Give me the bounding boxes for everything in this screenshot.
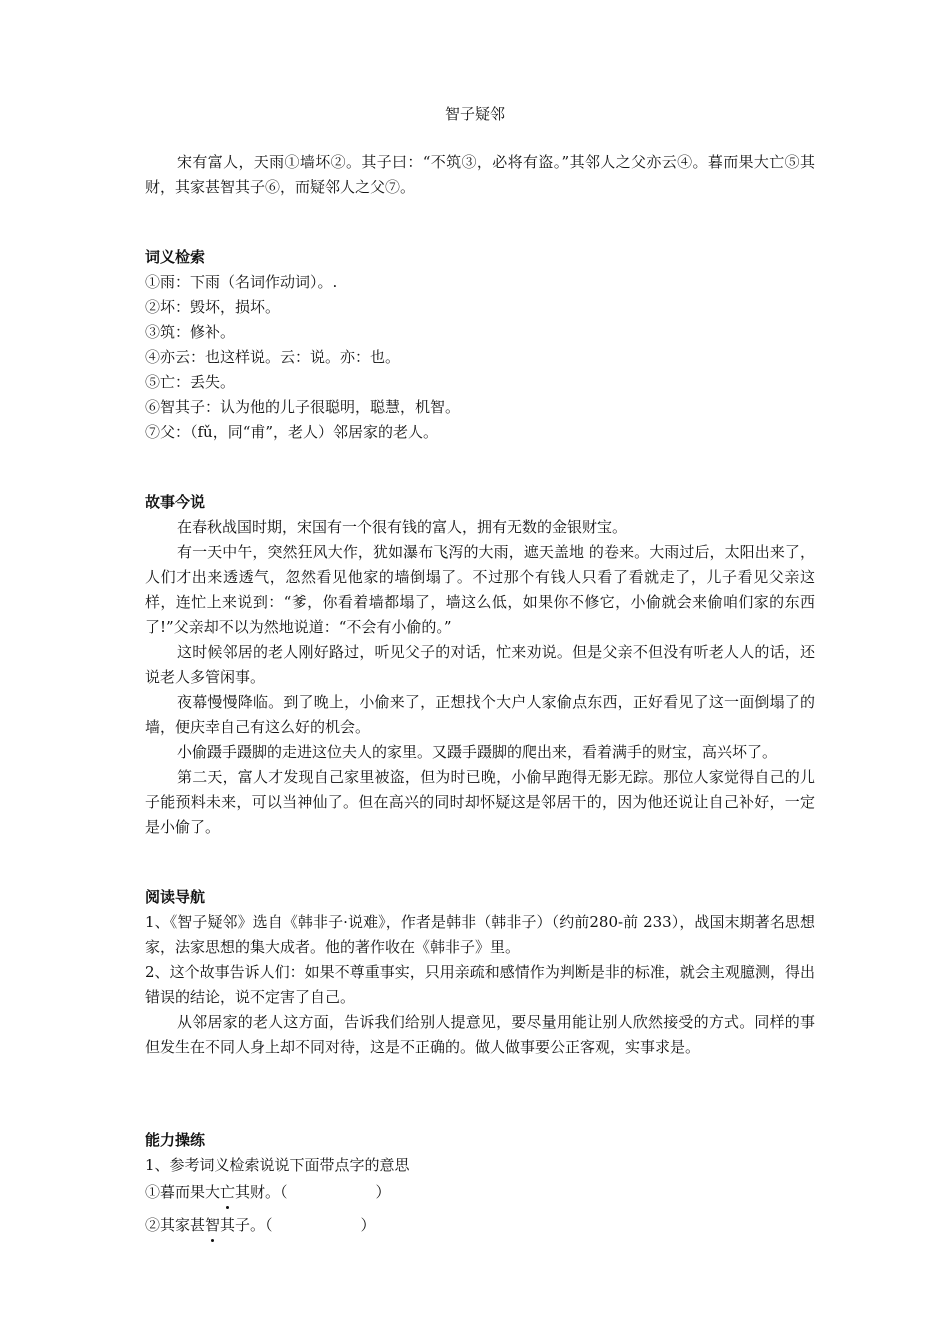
story-paragraph: 有一天中午，突然狂风大作，犹如瀑布飞泻的大雨，遮天盖地 的卷来。大雨过后，太阳出来了，人们才出来透透气，忽然看见他家的墙倒塌了。不过那个有钱人只看了看就走了，儿子看见父亲这样，连忙上来说到：“爹，你看着墙都塌了，墙这么低，如果你不修它，小偷就会来偷咱们家的东西了!”父亲却不以为然地说道：“不会有小偷的。” bbox=[145, 543, 815, 636]
exercise-text: ） bbox=[360, 1216, 376, 1234]
story-paragraph: 夜幕慢慢降临。到了晚上，小偷来了，正想找个大户人家偷点东西，正好看见了这一面倒塌了的墙，便庆幸自己有这么好的机会。 bbox=[145, 693, 815, 736]
glossary-item: ②坏：毁坏，损坏。 bbox=[145, 298, 281, 316]
page-title: 智子疑邻 bbox=[444, 105, 505, 123]
story-paragraph: 第二天，富人才发现自己家里被盗，但为时已晚，小偷早跑得无影无踪。那位人家觉得自己的儿子能预料未来，可以当神仙了。但在高兴的同时却怀疑这是邻居干的，因为他还说让自己补好，一定是小偷了。 bbox=[145, 768, 815, 836]
original-text: 宋有富人，天雨①墙坏②。其子曰：“不筑③，必将有盗。”其邻人之父亦云④。暮而果大亡⑤其财，其家甚智其子⑥，而疑邻人之父⑦。 bbox=[145, 153, 815, 196]
story-heading: 故事今说 bbox=[145, 493, 206, 511]
document-body bbox=[145, 150, 815, 1238]
guide-item: 1、《智子疑邻》选自《韩非子·说难》，作者是韩非（韩非子）（约前280-前 233），战国末期著名思想家，法家思想的集大成者。他的著作收在《韩非子》里。 bbox=[145, 913, 815, 956]
exercise-text: ②其家甚 bbox=[145, 1216, 206, 1234]
spacer bbox=[145, 200, 815, 245]
exercise-text: ） bbox=[375, 1183, 391, 1201]
glossary-item: ⑦父：（fǔ，同“甫”，老人）邻居家的老人。 bbox=[145, 423, 439, 441]
guide-heading: 阅读导航 bbox=[145, 888, 206, 906]
spacer bbox=[145, 1060, 815, 1128]
exercise-item-2 bbox=[145, 1213, 815, 1238]
glossary-item: ⑤亡：丢失。 bbox=[145, 373, 236, 391]
glossary-item: ①雨：下雨（名词作动词）。. bbox=[145, 273, 338, 291]
exercise-text: 其财。（ bbox=[235, 1183, 288, 1201]
dotted-char: 智 bbox=[205, 1213, 220, 1238]
exercise-text: ①暮而果大 bbox=[145, 1183, 221, 1201]
story-paragraph: 小偷蹑手蹑脚的走进这位夫人的家里。又蹑手蹑脚的爬出来，看着满手的财宝，高兴坏了。 bbox=[177, 743, 778, 761]
exercise-item-1 bbox=[145, 1180, 815, 1205]
guide-item: 2、这个故事告诉人们：如果不尊重事实，只用亲疏和感情作为判断是非的标准，就会主观臆测，得出错误的结论，说不定害了自己。 bbox=[145, 963, 815, 1006]
spacer bbox=[145, 445, 815, 490]
glossary-item: ⑥智其子：认为他的儿子很聪明，聪慧，机智。 bbox=[145, 398, 461, 416]
glossary-item: ④亦云：也这样说。云：说。亦：也。 bbox=[145, 348, 401, 366]
guide-paragraph: 从邻居家的老人这方面，告诉我们给别人提意见，要尽量用能让别人欣然接受的方式。同样的事但发生在不同人身上却不同对待，这是不正确的。做人做事要公正客观，实事求是。 bbox=[145, 1013, 815, 1056]
glossary-heading: 词义检索 bbox=[145, 248, 206, 266]
exercise-question: 1、参考词义检索说说下面带点字的意思 bbox=[145, 1156, 410, 1174]
dotted-char: 亡 bbox=[220, 1180, 235, 1205]
exercise-text: 其子。（ bbox=[220, 1216, 273, 1234]
story-paragraph: 在春秋战国时期，宋国有一个很有钱的富人，拥有无数的金银财宝。 bbox=[177, 518, 628, 536]
spacer bbox=[145, 840, 815, 885]
exercise-heading: 能力操练 bbox=[145, 1131, 206, 1149]
glossary-item: ③筑：修补。 bbox=[145, 323, 236, 341]
story-paragraph: 这时候邻居的老人刚好路过，听见父子的对话，忙来劝说。但是父亲不但没有听老人人的话，还说老人多管闲事。 bbox=[145, 643, 815, 686]
